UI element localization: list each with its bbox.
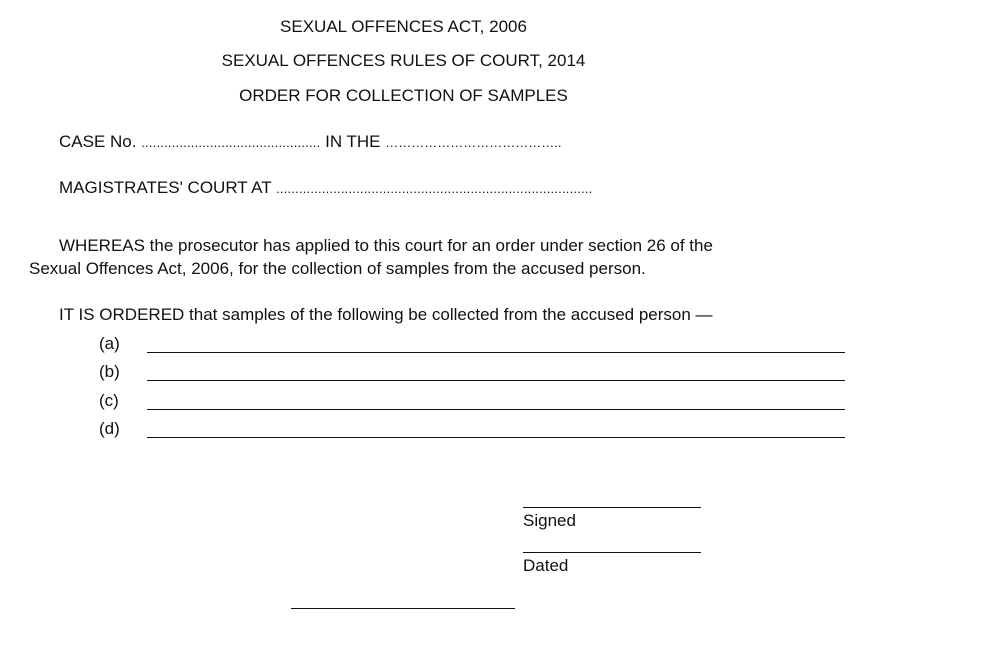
magistrate-signature-line <box>291 608 515 609</box>
rules-title: SEXUAL OFFENCES RULES OF COURT, 2014 <box>221 51 586 70</box>
whereas-line-2: Sexual Offences Act, 2006, for the collection of samples from the accused person. <box>29 259 646 278</box>
dated-label: Dated <box>523 556 569 575</box>
act-title: SEXUAL OFFENCES ACT, 2006 <box>280 17 527 36</box>
sample-item-label: (c) <box>99 391 119 410</box>
sample-item-label: (a) <box>99 334 120 353</box>
magistrates-court-label: MAGISTRATES' COURT AT <box>59 178 272 197</box>
case-number-blank: ............................................... <box>141 135 321 150</box>
in-the-label: IN THE <box>325 132 381 151</box>
court-name-blank: ………………………………….. <box>385 135 562 150</box>
sample-item-blank <box>147 380 845 381</box>
sample-item-blank <box>147 352 845 353</box>
whereas-line-1: WHEREAS the prosecutor has applied to this court for an order under section 26 of the <box>59 236 713 255</box>
sample-item-label: (b) <box>99 362 120 381</box>
case-number-line <box>59 132 562 153</box>
signature-line <box>523 507 701 508</box>
court-location-blank: ................................................................................... <box>276 181 593 196</box>
date-line <box>523 552 701 553</box>
sample-item-label: (d) <box>99 419 120 438</box>
sample-item-blank <box>147 409 845 410</box>
case-number-label: CASE No. <box>59 132 137 151</box>
magistrates-court-line <box>59 178 592 199</box>
signed-label: Signed <box>523 511 576 530</box>
order-title: ORDER FOR COLLECTION OF SAMPLES <box>239 86 568 105</box>
ordered-text: IT IS ORDERED that samples of the following be collected from the accused person — <box>59 305 713 324</box>
sample-item-blank <box>147 437 845 438</box>
